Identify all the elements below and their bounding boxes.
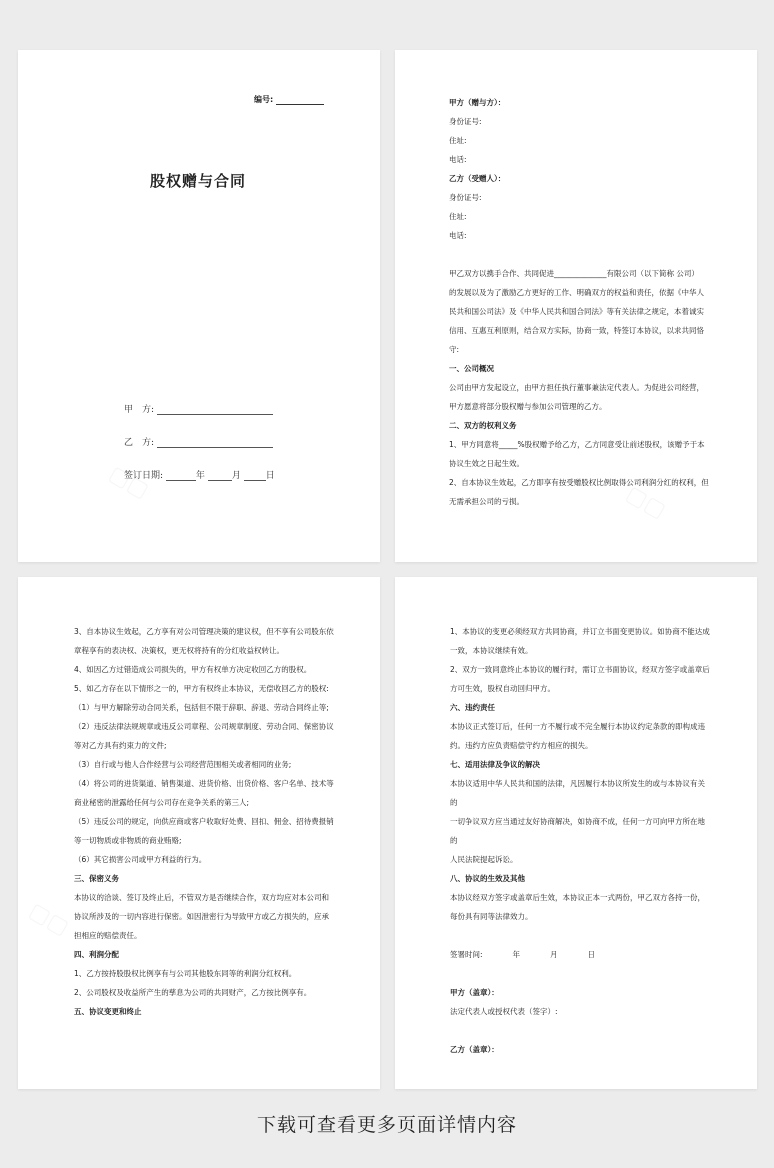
text-line: 身份证号: xyxy=(449,117,482,126)
text-line: （5）违反公司的规定，向供应商或客户收取好处费、回扣、佣金、招待费报销 xyxy=(74,817,334,826)
text-line: 公司由甲方发起设立，由甲方担任执行董事兼法定代表人。为促进公司经营， xyxy=(449,383,704,392)
text-line: 担相应的赔偿责任。 xyxy=(74,931,142,940)
text-line: 章程享有的表决权、决策权，更无权将持有的分红收益权转让。 xyxy=(74,646,284,655)
text-line: （3）自行或与他人合作经营与公司经营范围相关或者相同的业务; xyxy=(74,760,292,769)
section-heading: 甲方（赠与方）： xyxy=(449,98,506,107)
text-line: 等一切物质或非物质的商业贿赂; xyxy=(74,836,182,845)
contract-number-line xyxy=(276,96,324,105)
text-line: 1、甲方同意将_____%股权赠予给乙方，乙方同意受让前述股权，该赠予于本 xyxy=(449,440,705,449)
section-heading: 一、公司概况 xyxy=(449,364,494,373)
year-line xyxy=(166,471,196,481)
text-line: 4、如因乙方过错造成公司损失的，甲方有权单方决定收回乙方的股权。 xyxy=(74,665,312,674)
text-line: 法定代表人或授权代表（签字）: xyxy=(450,1007,558,1016)
text-line: 签署时间: 年 月 日 xyxy=(450,950,596,959)
text-line: 守: xyxy=(449,345,460,354)
text-line: 甲乙双方以携手合作、共同促进______________有限公司（以下简称 公司） xyxy=(449,269,699,278)
text-line: 商业秘密的泄露给任何与公司存在竞争关系的第三人; xyxy=(74,798,250,807)
party-b-line xyxy=(157,438,273,448)
text-line: 住址: xyxy=(449,212,467,221)
page-title: 股权赠与合同 xyxy=(150,172,247,190)
section-heading: 六、违约责任 xyxy=(450,703,495,712)
download-caption: 下载可查看更多页面详情内容 xyxy=(256,1114,517,1136)
day-label: 日 xyxy=(265,471,275,481)
text-line: 的 xyxy=(450,836,458,845)
party-b-signature xyxy=(124,435,273,448)
year-label: 年 xyxy=(195,471,205,481)
text-line: 无需承担公司的亏损。 xyxy=(449,497,524,506)
section-heading: 七、适用法律及争议的解决 xyxy=(450,760,540,769)
text-line: 电话: xyxy=(449,155,467,164)
text-line: （1）与甲方解除劳动合同关系，包括但不限于辞职、辞退、劳动合同终止等; xyxy=(74,703,329,712)
text-line: 电话: xyxy=(449,231,467,240)
text-line: 的 xyxy=(450,798,458,807)
text-line: 本协议的洽谈、签订及终止后，不管双方是否继续合作，双方均应对本公司和 xyxy=(74,893,329,902)
text-line: 每份具有同等法律效力。 xyxy=(450,912,533,921)
text-line: 5、如乙方存在以下情形之一的，甲方有权终止本协议，无偿收回乙方的股权: xyxy=(74,684,329,693)
text-line: 本协议适用中华人民共和国的法律，凡因履行本协议所发生的或与本协议有关 xyxy=(450,779,705,788)
month-line xyxy=(208,471,232,481)
section-heading: 二、双方的权利义务 xyxy=(449,421,517,430)
month-label: 月 xyxy=(231,471,241,481)
text-line: 本协议正式签订后，任何一方不履行或不完全履行本协议约定条款的即构成违 xyxy=(450,722,705,731)
text-line: 信用、互惠互利原则，结合双方实际，协商一致，特签订本协议，以求共同恪 xyxy=(449,326,704,335)
text-line: 协议生效之日起生效。 xyxy=(449,459,524,468)
day-line xyxy=(244,471,266,481)
text-line: （6）其它损害公司或甲方利益的行为。 xyxy=(74,855,207,864)
party-a-signature xyxy=(124,402,273,415)
section-heading: 乙方（受赠人）： xyxy=(449,174,506,183)
text-line: （4）将公司的进货渠道、销售渠道、进货价格、出货价格、客户名单、技术等 xyxy=(74,779,334,788)
contract-number xyxy=(254,94,324,105)
party-a-label: 甲 方: xyxy=(124,405,155,415)
text-line: 的发展以及为了激励乙方更好的工作、明确双方的权益和责任，依据《中华人 xyxy=(449,288,704,297)
text-line: 2、自本协议生效起，乙方即享有按受赠股权比例取得公司利润分红的权利，但 xyxy=(449,478,709,487)
text-line: 一致，本协议继续有效。 xyxy=(450,646,533,655)
sign-date-label: 签订日期: xyxy=(124,471,164,481)
party-b-label: 乙 方: xyxy=(124,438,155,448)
text-line: 1、本协议的变更必须经双方共同协商，并订立书面变更协议。如协商不能达成 xyxy=(450,627,710,636)
text-line: 本协议经双方签字或盖章后生效，本协议正本一式两份，甲乙双方各持一份， xyxy=(450,893,705,902)
text-line: 1、乙方按持股股权比例享有与公司其他股东同等的利润分红权利。 xyxy=(74,969,297,978)
party-a-line xyxy=(157,405,273,415)
text-line: 住址: xyxy=(449,136,467,145)
section-heading: 甲方（盖章）： xyxy=(450,988,499,997)
document-page-4 xyxy=(395,577,757,1089)
section-heading: 乙方（盖章）： xyxy=(450,1045,499,1054)
text-line: 方可生效，股权自动回归甲方。 xyxy=(450,684,555,693)
section-heading: 三、保密义务 xyxy=(74,874,119,883)
text-line: 一切争议双方应当通过友好协商解决，如协商不成，任何一方可向甲方所在地 xyxy=(450,817,705,826)
document-page-cover xyxy=(18,50,380,562)
text-line: 3、自本协议生效起，乙方享有对公司管理决策的建议权，但不享有公司股东依 xyxy=(74,627,334,636)
text-line: （2）违反法律法规规章或违反公司章程、公司规章制度、劳动合同、保密协议 xyxy=(74,722,334,731)
text-line: 2、公司股权及收益所产生的孳息为公司的共同财产，乙方按比例享有。 xyxy=(74,988,312,997)
text-line: 人民法院提起诉讼。 xyxy=(450,855,518,864)
text-line: 等对乙方具有约束力的文件; xyxy=(74,741,167,750)
text-line: 协议所涉及的一切内容进行保密。如因泄密行为导致甲方或乙方损失的，应承 xyxy=(74,912,329,921)
document-page-2 xyxy=(395,50,757,562)
section-heading: 八、协议的生效及其他 xyxy=(450,874,525,883)
text-line: 身份证号: xyxy=(449,193,482,202)
contract-number-label: 编号: xyxy=(254,95,274,104)
text-line: 民共和国公司法》及《中华人民共和国合同法》等有关法律之规定，本着诚实 xyxy=(449,307,704,316)
text-line: 甲方愿意将部分股权赠与参加公司管理的乙方。 xyxy=(449,402,607,411)
sign-date xyxy=(124,468,275,481)
text-line: 2、双方一致同意终止本协议的履行时，需订立书面协议，经双方签字或盖章后 xyxy=(450,665,710,674)
section-heading: 五、协议变更和终止 xyxy=(74,1007,142,1016)
section-heading: 四、利润分配 xyxy=(74,950,119,959)
watermark-mark xyxy=(25,898,74,940)
document-page-3 xyxy=(18,577,380,1089)
text-line: 约。违约方应负责赔偿守约方相应的损失。 xyxy=(450,741,593,750)
